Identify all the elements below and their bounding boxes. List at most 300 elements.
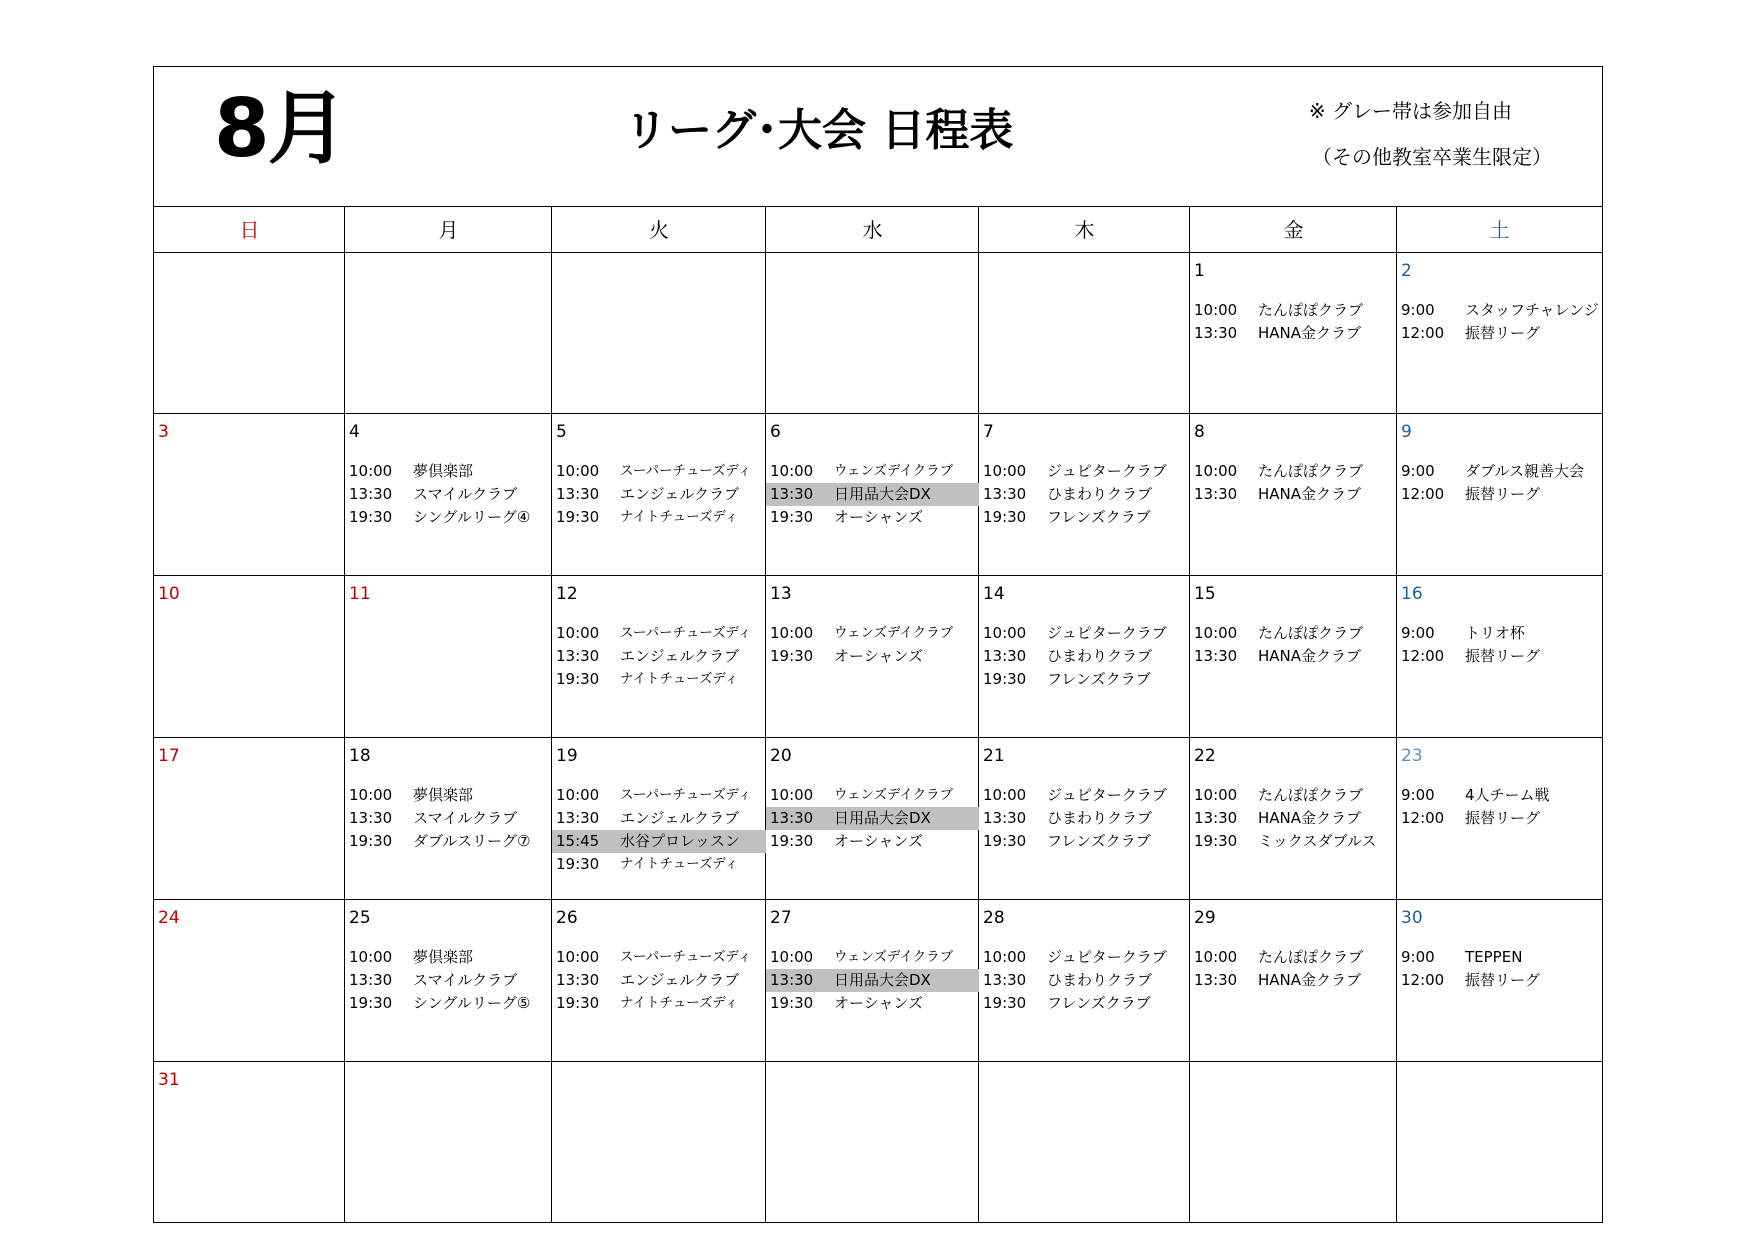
- event-time: 10:00: [770, 948, 814, 966]
- event-list: [345, 784, 552, 853]
- day-cell-27: [766, 900, 979, 1062]
- event-name: スーパーチューズディ: [620, 463, 752, 479]
- day-number: 15: [1194, 584, 1216, 604]
- event-list: [1397, 946, 1602, 992]
- event-row: [552, 946, 766, 969]
- event-time: 13:30: [349, 809, 393, 827]
- event-name: 夢倶楽部: [413, 948, 474, 966]
- event-time: 15:45: [556, 832, 600, 850]
- event-row: [979, 946, 1190, 969]
- day-number: 11: [349, 584, 371, 604]
- day-number: 26: [556, 908, 578, 928]
- day-cell-1: [1190, 253, 1397, 414]
- event-name: フレンズクラブ: [1047, 832, 1151, 850]
- event-time: 12:00: [1401, 809, 1445, 827]
- day-number: 14: [983, 584, 1005, 604]
- day-cell-14: [979, 576, 1190, 738]
- event-time: 10:00: [1194, 624, 1238, 642]
- event-name: 日用品大会DX: [834, 485, 931, 503]
- event-list: [979, 622, 1190, 691]
- event-row: [552, 622, 766, 645]
- event-row: [1397, 622, 1602, 645]
- event-time: 13:30: [349, 971, 393, 989]
- empty-cell: [979, 1062, 1190, 1223]
- event-time: 13:30: [556, 809, 600, 827]
- event-list: [1397, 784, 1602, 830]
- event-name: 夢倶楽部: [413, 462, 474, 480]
- weekday-sat: 土: [1489, 218, 1510, 242]
- day-cell-4: [345, 414, 552, 576]
- event-name: スーパーチューズディ: [620, 949, 752, 965]
- day-cell-26: [552, 900, 766, 1062]
- event-name: ウェンズデイクラブ: [834, 787, 954, 803]
- event-row: [552, 668, 766, 691]
- weekday-sun: 日: [239, 218, 260, 242]
- event-time: 12:00: [1401, 971, 1445, 989]
- event-time: 10:00: [983, 462, 1027, 480]
- event-row: [1190, 460, 1397, 483]
- event-time: 13:30: [983, 809, 1027, 827]
- event-list: [345, 460, 552, 529]
- day-cell-16: [1397, 576, 1602, 738]
- day-cell-29: [1190, 900, 1397, 1062]
- event-name: スタッフチャレンジ: [1465, 301, 1599, 319]
- weekday-wed: 水: [862, 218, 883, 242]
- day-cell-22: [1190, 738, 1397, 900]
- event-row: [1190, 645, 1397, 668]
- empty-cell: [154, 253, 345, 414]
- event-time: 10:00: [556, 948, 600, 966]
- event-time: 13:30: [1194, 324, 1238, 342]
- event-row: [1397, 645, 1602, 668]
- day-cell-12: [552, 576, 766, 738]
- event-row: [345, 483, 552, 506]
- event-time: 13:30: [1194, 809, 1238, 827]
- event-name: たんぽぽクラブ: [1258, 624, 1364, 642]
- event-time: 19:30: [1194, 832, 1238, 850]
- event-row: [1190, 483, 1397, 506]
- day-number: 25: [349, 908, 371, 928]
- event-name: ナイトチューズディ: [620, 856, 739, 872]
- event-row: [766, 992, 979, 1015]
- event-time: 10:00: [983, 624, 1027, 642]
- event-time: 10:00: [983, 786, 1027, 804]
- event-time: 19:30: [983, 994, 1027, 1012]
- note-line-1: ※ グレー帯は参加自由: [1308, 99, 1512, 123]
- day-number: 27: [770, 908, 792, 928]
- event-row: [979, 645, 1190, 668]
- event-name: 振替リーグ: [1465, 971, 1541, 989]
- event-row: [1397, 946, 1602, 969]
- event-row: [552, 830, 766, 853]
- event-name: スーパーチューズディ: [620, 787, 752, 803]
- day-cell-23: [1397, 738, 1602, 900]
- day-cell-20: [766, 738, 979, 900]
- event-time: 10:00: [1194, 301, 1238, 319]
- day-cell-5: [552, 414, 766, 576]
- event-name: ジュピタークラブ: [1047, 624, 1167, 642]
- event-name: ウェンズデイクラブ: [834, 949, 954, 965]
- event-time: 19:30: [556, 994, 600, 1012]
- schedule-sheet: [153, 66, 1603, 1223]
- event-name: ウェンズデイクラブ: [834, 463, 954, 479]
- event-row: [979, 969, 1190, 992]
- weekday-mon: 月: [438, 218, 459, 242]
- day-cell-9: [1397, 414, 1602, 576]
- day-number: 1: [1194, 261, 1205, 281]
- event-name: たんぽぽクラブ: [1258, 786, 1364, 804]
- event-time: 19:30: [983, 670, 1027, 688]
- event-name: エンジェルクラブ: [620, 809, 740, 827]
- event-time: 13:30: [983, 647, 1027, 665]
- header: [154, 67, 1602, 207]
- event-list: [979, 460, 1190, 529]
- event-list: [766, 784, 979, 853]
- event-name: 4人チーム戦: [1465, 786, 1550, 804]
- event-row: [766, 969, 979, 992]
- event-time: 10:00: [349, 786, 393, 804]
- event-time: 13:30: [349, 485, 393, 503]
- event-row: [1397, 784, 1602, 807]
- event-list: [766, 946, 979, 1015]
- day-number: 31: [158, 1070, 180, 1090]
- event-name: HANA金クラブ: [1258, 809, 1362, 827]
- event-name: 振替リーグ: [1465, 485, 1541, 503]
- event-row: [1190, 830, 1397, 853]
- event-name: ジュピタークラブ: [1047, 948, 1167, 966]
- event-time: 10:00: [770, 624, 814, 642]
- event-name: たんぽぽクラブ: [1258, 462, 1364, 480]
- event-time: 13:30: [770, 809, 814, 827]
- day-number: 28: [983, 908, 1005, 928]
- event-row: [979, 807, 1190, 830]
- day-number: 7: [983, 422, 994, 442]
- event-time: 19:30: [556, 508, 600, 526]
- day-number: 3: [158, 422, 169, 442]
- day-number: 13: [770, 584, 792, 604]
- page-title: リーグ･大会 日程表: [624, 105, 1014, 156]
- day-number: 12: [556, 584, 578, 604]
- event-time: 9:00: [1401, 624, 1435, 642]
- day-number: 18: [349, 746, 371, 766]
- event-name: スマイルクラブ: [413, 809, 518, 827]
- event-row: [552, 992, 766, 1015]
- event-time: 10:00: [1194, 786, 1238, 804]
- day-number: 23: [1401, 746, 1423, 766]
- event-time: 19:30: [556, 855, 600, 873]
- day-number: 19: [556, 746, 578, 766]
- empty-cell: [552, 253, 766, 414]
- day-cell-8: [1190, 414, 1397, 576]
- day-number: 10: [158, 584, 180, 604]
- weekday-fri: 金: [1283, 218, 1304, 242]
- event-name: オーシャンズ: [834, 508, 923, 526]
- event-time: 10:00: [1194, 948, 1238, 966]
- event-name: 振替リーグ: [1465, 809, 1541, 827]
- event-list: [1190, 460, 1397, 506]
- day-cell-24: [154, 900, 345, 1062]
- event-row: [345, 784, 552, 807]
- event-name: オーシャンズ: [834, 647, 923, 665]
- event-row: [552, 969, 766, 992]
- event-list: [552, 784, 766, 876]
- event-time: 19:30: [556, 670, 600, 688]
- event-row: [979, 668, 1190, 691]
- event-time: 13:30: [983, 485, 1027, 503]
- event-time: 10:00: [1194, 462, 1238, 480]
- event-time: 13:30: [770, 485, 814, 503]
- event-name: TEPPEN: [1465, 948, 1523, 966]
- event-row: [1397, 460, 1602, 483]
- day-cell-30: [1397, 900, 1602, 1062]
- event-name: HANA金クラブ: [1258, 647, 1362, 665]
- empty-cell: [345, 1062, 552, 1223]
- event-row: [345, 946, 552, 969]
- event-row: [1190, 299, 1397, 322]
- event-row: [766, 622, 979, 645]
- event-list: [766, 622, 979, 668]
- event-name: 日用品大会DX: [834, 809, 931, 827]
- day-cell-3: [154, 414, 345, 576]
- event-name: シングルリーグ④: [413, 508, 531, 526]
- event-time: 13:30: [770, 971, 814, 989]
- event-row: [766, 807, 979, 830]
- day-number: 9: [1401, 422, 1412, 442]
- day-number: 6: [770, 422, 781, 442]
- event-row: [345, 992, 552, 1015]
- day-cell-25: [345, 900, 552, 1062]
- event-time: 13:30: [1194, 647, 1238, 665]
- event-row: [1190, 622, 1397, 645]
- event-time: 13:30: [983, 971, 1027, 989]
- event-name: スーパーチューズディ: [620, 625, 752, 641]
- event-time: 10:00: [556, 462, 600, 480]
- weekday-thu: 木: [1074, 218, 1095, 242]
- event-name: ジュピタークラブ: [1047, 786, 1167, 804]
- event-list: [1190, 622, 1397, 668]
- event-row: [979, 784, 1190, 807]
- event-name: ナイトチューズディ: [620, 995, 739, 1011]
- event-row: [1190, 807, 1397, 830]
- event-name: ウェンズデイクラブ: [834, 625, 954, 641]
- event-row: [552, 506, 766, 529]
- event-list: [1190, 784, 1397, 853]
- event-row: [766, 460, 979, 483]
- day-cell-2: [1397, 253, 1602, 414]
- event-name: オーシャンズ: [834, 832, 923, 850]
- event-row: [766, 645, 979, 668]
- day-cell-15: [1190, 576, 1397, 738]
- day-number: 21: [983, 746, 1005, 766]
- event-name: 振替リーグ: [1465, 647, 1541, 665]
- event-time: 19:30: [349, 994, 393, 1012]
- event-name: ナイトチューズディ: [620, 509, 739, 525]
- event-time: 13:30: [556, 971, 600, 989]
- event-name: たんぽぽクラブ: [1258, 301, 1364, 319]
- event-list: [1190, 299, 1397, 345]
- event-name: スマイルクラブ: [413, 485, 518, 503]
- event-time: 10:00: [349, 948, 393, 966]
- event-list: [979, 946, 1190, 1015]
- event-name: 水谷プロレッスン: [620, 832, 740, 850]
- event-time: 12:00: [1401, 485, 1445, 503]
- event-time: 19:30: [983, 508, 1027, 526]
- day-cell-13: [766, 576, 979, 738]
- event-time: 10:00: [556, 786, 600, 804]
- event-name: たんぽぽクラブ: [1258, 948, 1364, 966]
- event-list: [766, 460, 979, 529]
- event-time: 10:00: [770, 786, 814, 804]
- event-name: ひまわりクラブ: [1047, 971, 1153, 989]
- event-list: [1397, 622, 1602, 668]
- weekday-tue: 火: [649, 218, 669, 242]
- event-time: 19:30: [770, 994, 814, 1012]
- event-time: 9:00: [1401, 301, 1435, 319]
- event-time: 10:00: [983, 948, 1027, 966]
- event-time: 19:30: [770, 647, 814, 665]
- event-name: 日用品大会DX: [834, 971, 931, 989]
- event-time: 19:30: [983, 832, 1027, 850]
- event-list: [552, 946, 766, 1015]
- event-name: フレンズクラブ: [1047, 670, 1151, 688]
- event-time: 13:30: [1194, 971, 1238, 989]
- event-row: [979, 992, 1190, 1015]
- event-row: [345, 830, 552, 853]
- event-row: [552, 460, 766, 483]
- event-name: フレンズクラブ: [1047, 994, 1151, 1012]
- event-name: ひまわりクラブ: [1047, 485, 1153, 503]
- empty-cell: [345, 253, 552, 414]
- event-row: [766, 483, 979, 506]
- event-row: [766, 784, 979, 807]
- day-number: 24: [158, 908, 180, 928]
- day-cell-19: [552, 738, 766, 900]
- event-time: 19:30: [349, 508, 393, 526]
- event-name: 振替リーグ: [1465, 324, 1541, 342]
- event-name: HANA金クラブ: [1258, 485, 1362, 503]
- day-cell-28: [979, 900, 1190, 1062]
- event-row: [979, 830, 1190, 853]
- event-row: [552, 784, 766, 807]
- day-cell-18: [345, 738, 552, 900]
- event-name: ダブルスリーグ⑦: [413, 832, 531, 850]
- event-name: ひまわりクラブ: [1047, 647, 1153, 665]
- event-name: シングルリーグ⑤: [413, 994, 531, 1012]
- event-row: [1190, 784, 1397, 807]
- event-row: [979, 622, 1190, 645]
- day-cell-21: [979, 738, 1190, 900]
- day-number: 22: [1194, 746, 1216, 766]
- event-name: エンジェルクラブ: [620, 485, 740, 503]
- day-cell-7: [979, 414, 1190, 576]
- event-row: [766, 506, 979, 529]
- event-name: ジュピタークラブ: [1047, 462, 1167, 480]
- month-label: 8月: [214, 82, 346, 175]
- event-list: [1397, 460, 1602, 506]
- event-name: ひまわりクラブ: [1047, 809, 1153, 827]
- event-list: [552, 622, 766, 691]
- event-time: 19:30: [770, 508, 814, 526]
- day-cell-31: [154, 1062, 345, 1223]
- event-row: [1190, 322, 1397, 345]
- event-list: [1190, 946, 1397, 992]
- empty-cell: [1397, 1062, 1602, 1223]
- event-name: オーシャンズ: [834, 994, 923, 1012]
- day-number: 4: [349, 422, 360, 442]
- event-row: [552, 645, 766, 668]
- event-row: [345, 506, 552, 529]
- day-number: 30: [1401, 908, 1423, 928]
- event-row: [1397, 322, 1602, 345]
- event-time: 9:00: [1401, 462, 1435, 480]
- event-time: 13:30: [556, 647, 600, 665]
- event-time: 9:00: [1401, 948, 1435, 966]
- event-time: 10:00: [556, 624, 600, 642]
- event-row: [979, 460, 1190, 483]
- event-name: フレンズクラブ: [1047, 508, 1151, 526]
- event-list: [552, 460, 766, 529]
- note-line-2: （その他教室卒業生限定）: [1312, 145, 1552, 169]
- event-row: [1397, 807, 1602, 830]
- event-time: 10:00: [770, 462, 814, 480]
- empty-cell: [766, 1062, 979, 1223]
- event-row: [979, 483, 1190, 506]
- event-name: 夢倶楽部: [413, 786, 474, 804]
- event-name: ミックスダブルス: [1258, 832, 1377, 850]
- event-row: [552, 853, 766, 876]
- event-name: トリオ杯: [1465, 624, 1525, 642]
- event-time: 13:30: [1194, 485, 1238, 503]
- event-time: 12:00: [1401, 647, 1445, 665]
- event-list: [979, 784, 1190, 853]
- empty-cell: [552, 1062, 766, 1223]
- event-row: [1397, 483, 1602, 506]
- event-time: 19:30: [349, 832, 393, 850]
- day-cell-11: [345, 576, 552, 738]
- event-name: エンジェルクラブ: [620, 971, 740, 989]
- event-row: [1190, 969, 1397, 992]
- day-number: 29: [1194, 908, 1216, 928]
- event-row: [345, 807, 552, 830]
- event-time: 12:00: [1401, 324, 1445, 342]
- empty-cell: [766, 253, 979, 414]
- event-name: エンジェルクラブ: [620, 647, 740, 665]
- day-number: 16: [1401, 584, 1423, 604]
- event-name: HANA金クラブ: [1258, 324, 1362, 342]
- event-row: [766, 946, 979, 969]
- event-row: [345, 969, 552, 992]
- event-name: スマイルクラブ: [413, 971, 518, 989]
- empty-cell: [979, 253, 1190, 414]
- empty-cell: [1190, 1062, 1397, 1223]
- event-row: [979, 506, 1190, 529]
- event-row: [766, 830, 979, 853]
- day-number: 5: [556, 422, 567, 442]
- event-list: [1397, 299, 1602, 345]
- event-row: [552, 483, 766, 506]
- day-cell-17: [154, 738, 345, 900]
- event-row: [345, 460, 552, 483]
- event-row: [1190, 946, 1397, 969]
- event-row: [552, 807, 766, 830]
- day-number: 20: [770, 746, 792, 766]
- event-time: 13:30: [556, 485, 600, 503]
- day-number: 17: [158, 746, 180, 766]
- day-cell-10: [154, 576, 345, 738]
- event-time: 9:00: [1401, 786, 1435, 804]
- event-name: ダブルス親善大会: [1465, 462, 1584, 480]
- day-cell-6: [766, 414, 979, 576]
